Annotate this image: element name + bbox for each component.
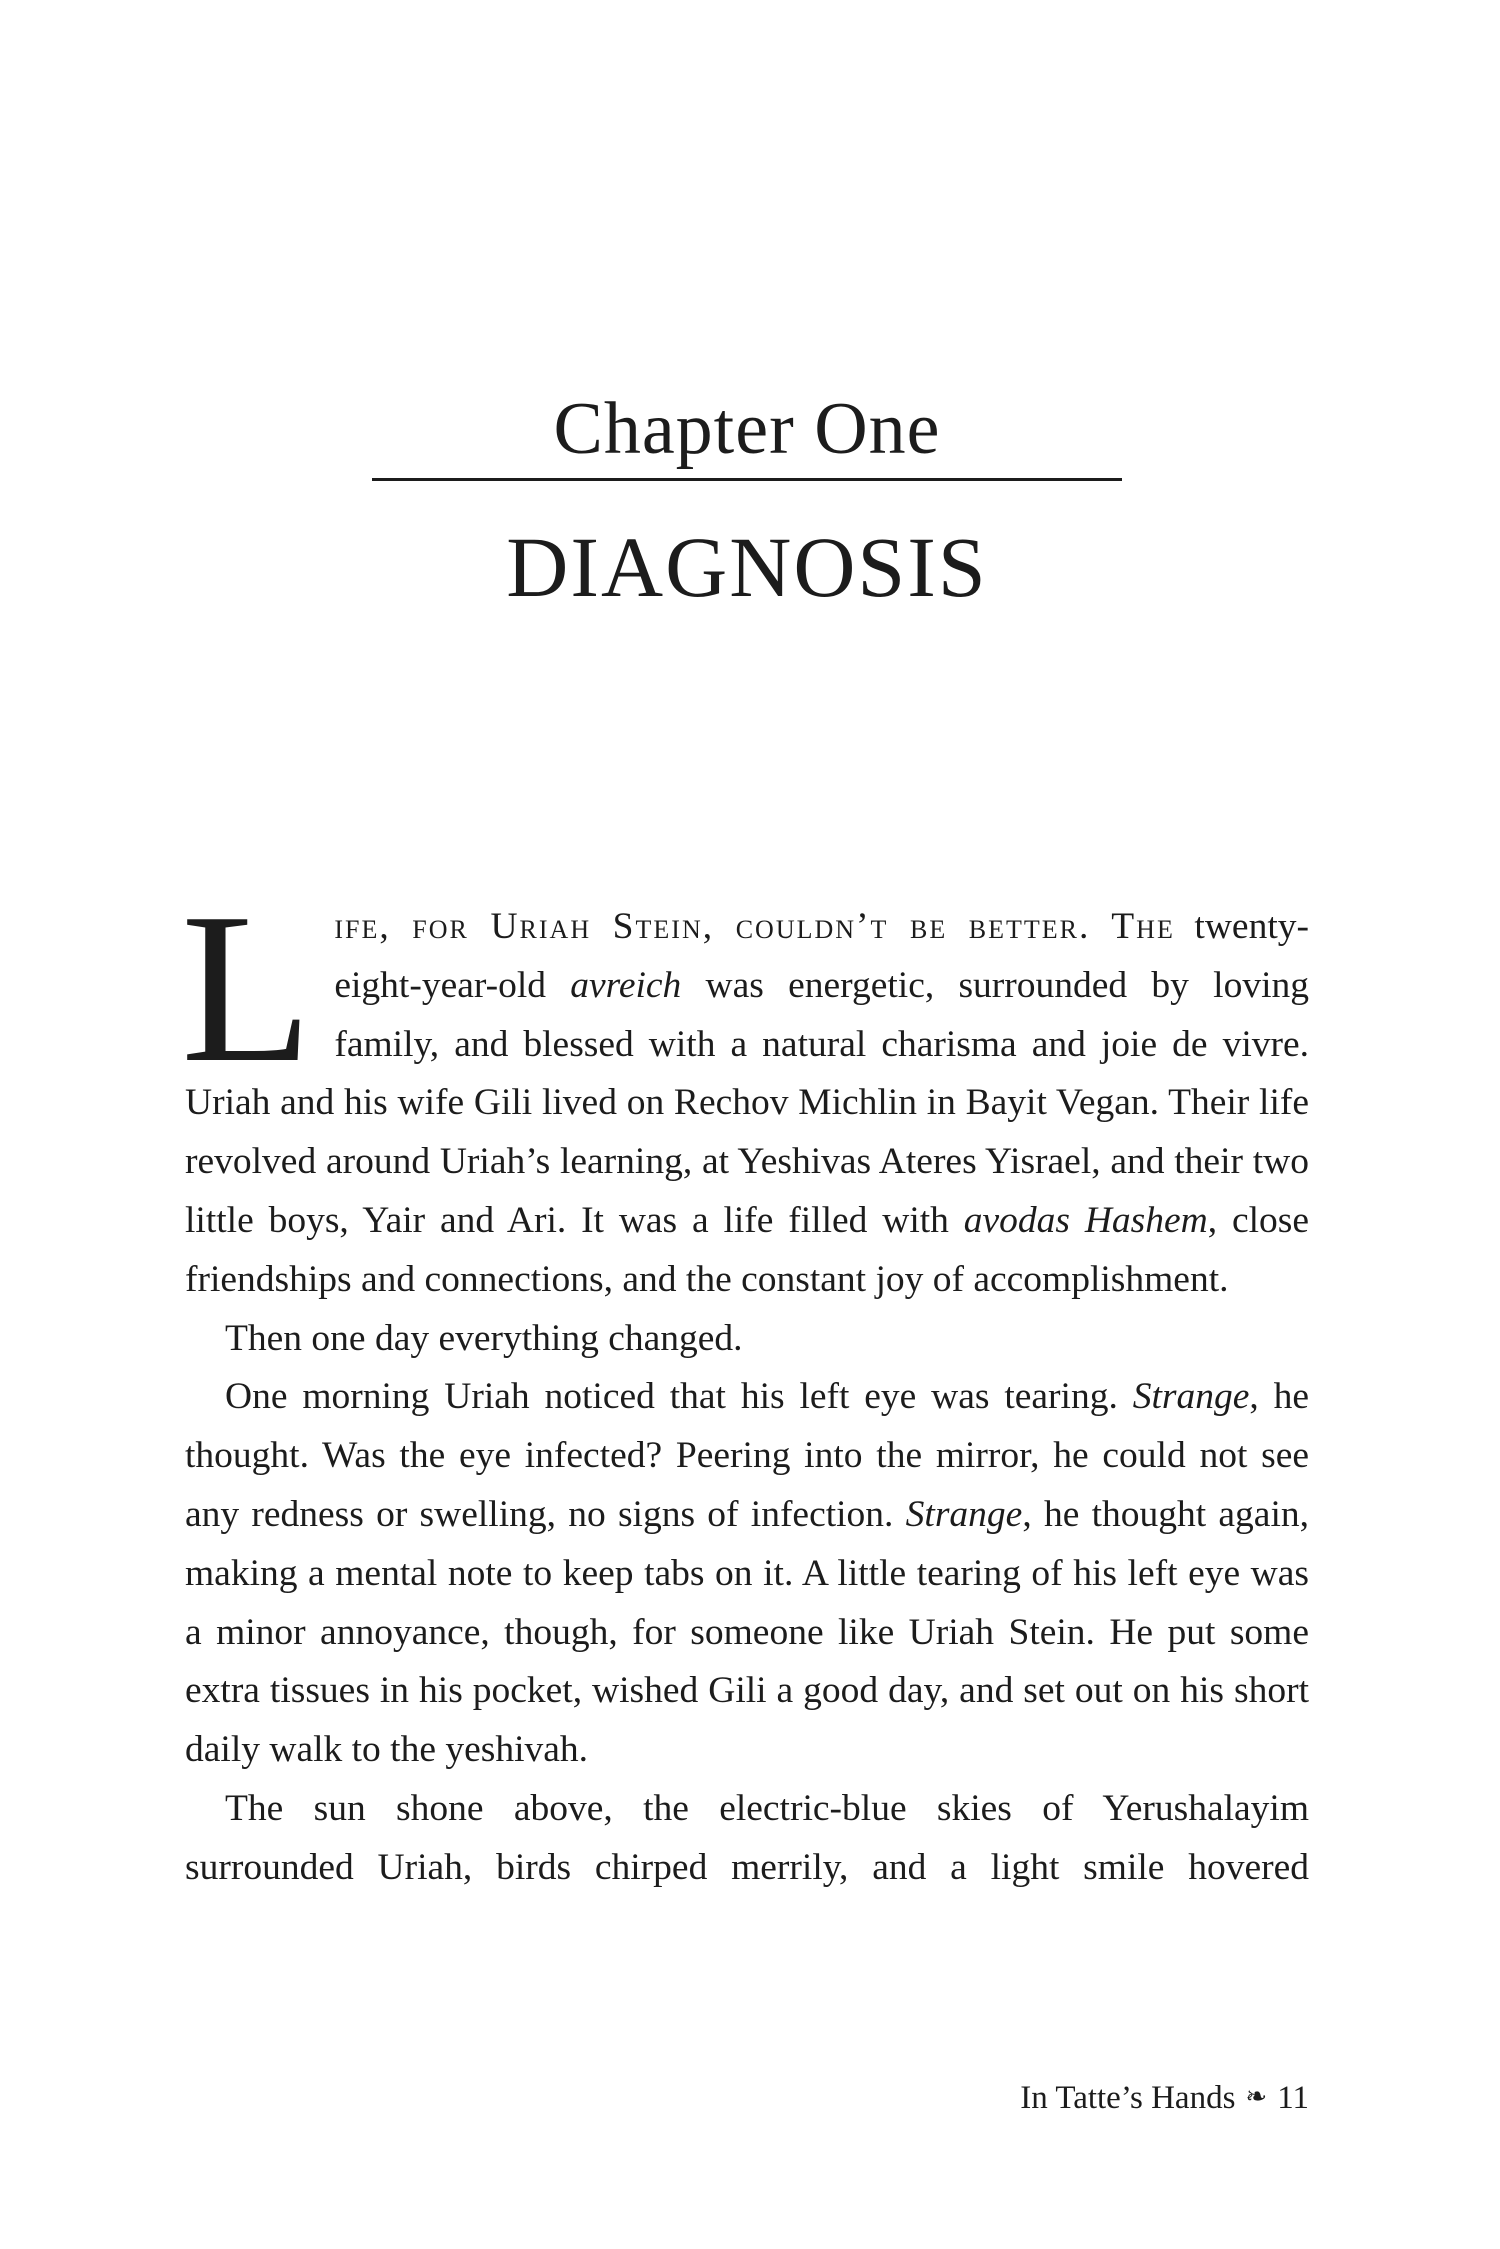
drop-cap: L: [181, 868, 313, 1107]
italic-term: avodas Hashem: [963, 1199, 1208, 1241]
smallcaps-lead: ife, for Uriah Stein, couldn’t be better. The: [334, 906, 1175, 947]
chapter-title: DIAGNOSIS: [506, 519, 988, 615]
book-title: In Tatte’s Hands: [1020, 2080, 1236, 2116]
running-footer: [1020, 2082, 1309, 2115]
text-segment: , close friendships and connections, and the constant joy of accomplishment.: [185, 1199, 1309, 1300]
body-text: [181, 868, 1309, 1898]
text-segment: twenty-eight-year-old: [334, 906, 1309, 1006]
chapter-label: Chapter One: [553, 388, 941, 470]
chapter-divider: [372, 478, 1122, 481]
page-number: 11: [1277, 2080, 1309, 2116]
text-segment: One morning Uriah noticed that his left eye was tearing.: [225, 1376, 1133, 1418]
text-segment: , he thought again, making a mental note to keep tabs on it. A little tearing of his left eye was a minor annoyance, though, for someone like Uriah Stein. He put some extra tissues in his pocket, wished Gili a good day, and set out on his short daily walk to the yeshivah.: [185, 1493, 1309, 1771]
paragraph-3: [185, 1368, 1309, 1780]
italic-term: Strange: [1132, 1376, 1250, 1418]
paragraph-1: [181, 868, 1309, 1310]
text-segment: , he thought. Was the eye infected? Peering into the mirror, he could not see any redness or swelling, no signs of infection.: [185, 1376, 1309, 1535]
text-segment: was energetic, surrounded by loving family, and blessed with a natural charisma and joie de vivre. Uriah and his wife Gili lived on Rechov Michlin in Bayit Vegan. Their life revolved around Uriah’s learning, at Yeshivas Ateres Yisrael, and their two little boys, Yair and Ari. It was a life filled with: [185, 964, 1309, 1241]
paragraph-4: The sun shone above, the electric-blue skies of Yerushalayim surrounded Uriah, birds chirped merrily, and a light smile hovered: [185, 1787, 1309, 1888]
paragraph-2: Then one day everything changed.: [225, 1317, 743, 1359]
italic-term: Strange: [905, 1493, 1023, 1535]
italic-term: avreich: [570, 964, 682, 1006]
leaf-ornament-icon: ❧: [1245, 2082, 1268, 2111]
